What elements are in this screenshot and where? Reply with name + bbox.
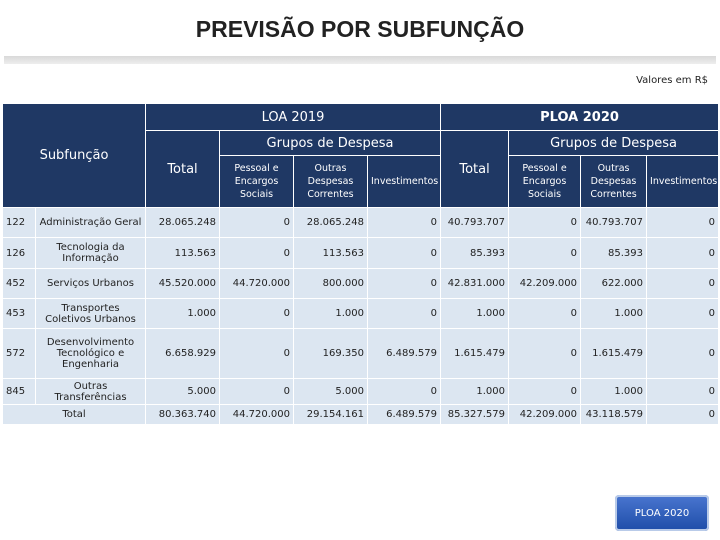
cell-loa-investimentos: 0 <box>368 238 441 269</box>
row-code: 845 <box>3 379 36 405</box>
header-loa-2019: LOA 2019 <box>146 104 441 131</box>
cell-ploa-pessoal: 0 <box>509 208 581 238</box>
cell-ploa-investimentos: 0 <box>647 299 719 329</box>
cell-loa-outras: 1.000 <box>294 299 368 329</box>
row-code: 572 <box>3 329 36 379</box>
cell-loa-pessoal: 0 <box>220 379 294 405</box>
row-name: Outras Transferências <box>36 379 146 405</box>
cell-ploa-outras: 1.000 <box>581 299 647 329</box>
row-code: 453 <box>3 299 36 329</box>
header-ploa-pessoal: Pessoal e Encargos Sociais <box>509 156 581 208</box>
cell-ploa-total: 42.831.000 <box>441 269 509 299</box>
total-loa-outras: 29.154.161 <box>294 405 368 425</box>
cell-loa-outras: 800.000 <box>294 269 368 299</box>
table-row <box>3 269 719 299</box>
cell-loa-total: 6.658.929 <box>146 329 220 379</box>
row-name: Transportes Coletivos Urbanos <box>36 299 146 329</box>
cell-ploa-outras: 1.615.479 <box>581 329 647 379</box>
cell-loa-investimentos: 0 <box>368 208 441 238</box>
cell-loa-outras: 5.000 <box>294 379 368 405</box>
total-loa-investimentos: 6.489.579 <box>368 405 441 425</box>
table-row <box>3 379 719 405</box>
cell-loa-total: 45.520.000 <box>146 269 220 299</box>
total-row <box>3 405 719 425</box>
table-row <box>3 329 719 379</box>
cell-ploa-pessoal: 0 <box>509 379 581 405</box>
cell-ploa-pessoal: 0 <box>509 299 581 329</box>
row-name: Serviços Urbanos <box>36 269 146 299</box>
cell-ploa-outras: 85.393 <box>581 238 647 269</box>
cell-loa-investimentos: 0 <box>368 379 441 405</box>
table-row <box>3 299 719 329</box>
header-loa-outras: Outras Despesas Correntes <box>294 156 368 208</box>
cell-loa-investimentos: 6.489.579 <box>368 329 441 379</box>
cell-loa-pessoal: 0 <box>220 329 294 379</box>
total-ploa-total: 85.327.579 <box>441 405 509 425</box>
total-label: Total <box>3 405 146 425</box>
header-loa-investimentos: Investimentos <box>368 156 441 208</box>
header-ploa-outras: Outras Despesas Correntes <box>581 156 647 208</box>
cell-ploa-total: 1.615.479 <box>441 329 509 379</box>
header-loa-pessoal: Pessoal e Encargos Sociais <box>220 156 294 208</box>
cell-ploa-investimentos: 0 <box>647 329 719 379</box>
header-subfuncao: Subfunção <box>3 104 146 208</box>
cell-loa-pessoal: 0 <box>220 208 294 238</box>
cell-loa-pessoal: 44.720.000 <box>220 269 294 299</box>
cell-ploa-investimentos: 0 <box>647 238 719 269</box>
cell-ploa-pessoal: 0 <box>509 329 581 379</box>
total-loa-total: 80.363.740 <box>146 405 220 425</box>
total-ploa-outras: 43.118.579 <box>581 405 647 425</box>
cell-ploa-pessoal: 0 <box>509 238 581 269</box>
total-ploa-investimentos: 0 <box>647 405 719 425</box>
header-ploa-total: Total <box>441 131 509 208</box>
cell-ploa-total: 1.000 <box>441 379 509 405</box>
row-name: Administração Geral <box>36 208 146 238</box>
page-title: PREVISÃO POR SUBFUNÇÃO <box>195 16 525 42</box>
ploa-2020-badge: PLOA 2020 <box>615 495 709 531</box>
cell-loa-total: 113.563 <box>146 238 220 269</box>
subfunction-table <box>2 103 719 425</box>
cell-loa-pessoal: 0 <box>220 299 294 329</box>
cell-loa-total: 1.000 <box>146 299 220 329</box>
cell-ploa-total: 1.000 <box>441 299 509 329</box>
cell-ploa-total: 85.393 <box>441 238 509 269</box>
row-name: Tecnologia da Informação <box>36 238 146 269</box>
table-row <box>3 208 719 238</box>
cell-loa-pessoal: 0 <box>220 238 294 269</box>
cell-loa-total: 5.000 <box>146 379 220 405</box>
cell-ploa-outras: 622.000 <box>581 269 647 299</box>
header-ploa-grupos: Grupos de Despesa <box>509 131 719 156</box>
row-code: 452 <box>3 269 36 299</box>
row-code: 122 <box>3 208 36 238</box>
total-ploa-pessoal: 42.209.000 <box>509 405 581 425</box>
cell-ploa-total: 40.793.707 <box>441 208 509 238</box>
header-loa-grupos: Grupos de Despesa <box>220 131 441 156</box>
cell-ploa-outras: 40.793.707 <box>581 208 647 238</box>
cell-loa-outras: 28.065.248 <box>294 208 368 238</box>
cell-ploa-pessoal: 42.209.000 <box>509 269 581 299</box>
row-name: Desenvolvimento Tecnológico e Engenharia <box>36 329 146 379</box>
cell-ploa-investimentos: 0 <box>647 269 719 299</box>
cell-loa-outras: 113.563 <box>294 238 368 269</box>
cell-ploa-investimentos: 0 <box>647 208 719 238</box>
cell-loa-investimentos: 0 <box>368 299 441 329</box>
header-ploa-investimentos: Investimentos <box>647 156 719 208</box>
cell-ploa-investimentos: 0 <box>647 379 719 405</box>
cell-loa-outras: 169.350 <box>294 329 368 379</box>
cell-ploa-outras: 1.000 <box>581 379 647 405</box>
total-loa-pessoal: 44.720.000 <box>220 405 294 425</box>
table-row <box>3 238 719 269</box>
header-loa-total: Total <box>146 131 220 208</box>
row-code: 126 <box>3 238 36 269</box>
units-note: Valores em R$ <box>636 75 708 86</box>
cell-loa-total: 28.065.248 <box>146 208 220 238</box>
title-divider <box>4 56 716 64</box>
header-ploa-2020: PLOA 2020 <box>441 104 719 131</box>
cell-loa-investimentos: 0 <box>368 269 441 299</box>
